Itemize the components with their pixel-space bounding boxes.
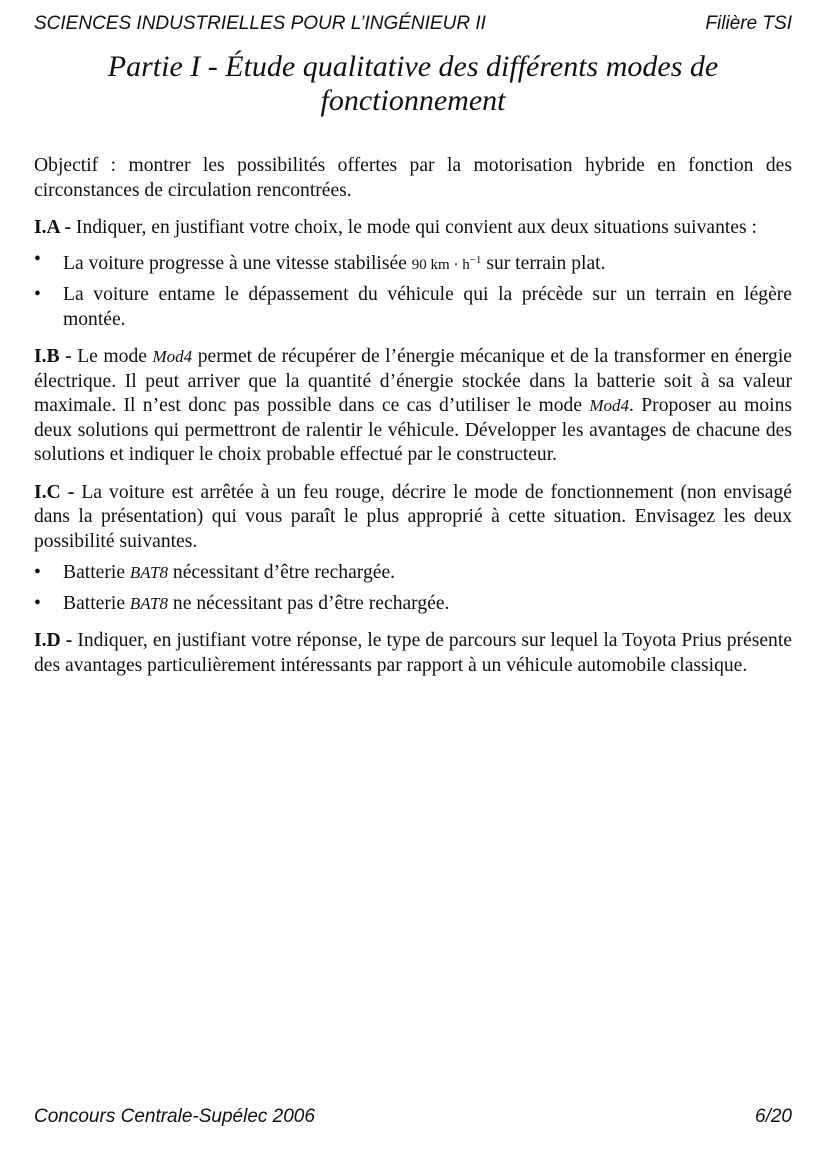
bullet: • (34, 284, 41, 305)
speed-value: 90 km · $h^{-1}$ (411, 253, 482, 273)
section-b-label: I.B - (34, 346, 72, 367)
section-c-text: La voiture est arrêtée à un feu rouge, décrire le mode de fonctionnement (non envisagé dans la présentation) qui vous paraît le plus approprié à cette situation. Envisagez les deux possibilité suivantes. (34, 481, 792, 552)
mode-symbol: Mod4 (152, 347, 193, 366)
battery-symbol: BAT8 (129, 563, 169, 582)
footer-exam: Concours Centrale-Supélec 2006 (34, 1106, 315, 1127)
section-c-label: I.C - (34, 481, 75, 503)
list-item: • Batterie BAT8 ne nécessitant pas d’être rechargée. (34, 592, 792, 617)
battery-symbol: BAT8 (129, 593, 169, 613)
page-footer (34, 1104, 792, 1130)
page-number: 6/20 (755, 1106, 792, 1127)
list-item: • La voiture entame le dépassement du véhicule qui la précède sur un terrain en légère montée. (34, 284, 792, 330)
section-c-list (34, 561, 792, 616)
page-title: Partie I - Étude qualitative des différents modes de fonctionnement (107, 50, 719, 117)
section-b: I.B - Le mode Mod4 permet de récupérer de l’énergie mécanique et de la transformer en énergie électrique. Il peut arriver que la quantité d’énergie stockée dans la batterie soit à sa valeur maximale. Il n’est donc pas possible dans ce cas d’utiliser le mode Mod4. Proposer au moins deux solutions qui permettront de ralentir le véhicule. Développer les avantages de chacune des solutions et indiquer le choix probable effectué par le constructeur. (34, 346, 792, 465)
list-item: • Batterie BAT8 nécessitant d’être rechargée. (34, 561, 792, 586)
header-track: Filière TSI (705, 13, 792, 34)
list-item: • La voiture progresse à une vitesse stabilisée 90 km · $h^{-1}$ sur terrain plat. (34, 248, 606, 274)
bullet: • (34, 592, 41, 614)
section-d-label: I.D - (34, 630, 73, 651)
document-body (34, 154, 792, 691)
section-a-list (34, 248, 792, 333)
bullet: • (34, 248, 41, 270)
page-header (34, 11, 792, 37)
mode-symbol: Mod4 (589, 396, 630, 415)
section-d-text: Indiquer, en justifiant votre réponse, le type de parcours sur lequel la Toyota Prius présente des avantages particulièrement intéressants par rapport à un véhicule automobile classique. (34, 630, 792, 676)
section-a-text: Indiquer, en justifiant votre choix, le mode qui convient aux deux situations suivantes : (75, 217, 757, 238)
header-subject: SCIENCES INDUSTRIELLES POUR L’INGÉNIEUR II (34, 13, 486, 34)
section-a (34, 216, 792, 241)
section-a-label: I.A - (34, 217, 72, 238)
objective-paragraph: Objectif : montrer les possibilités offertes par la motorisation hybride en fonction des circonstances de circulation rencontrées. (34, 155, 792, 201)
section-d (34, 629, 792, 678)
bullet: • (34, 562, 41, 583)
section-c (34, 481, 792, 555)
